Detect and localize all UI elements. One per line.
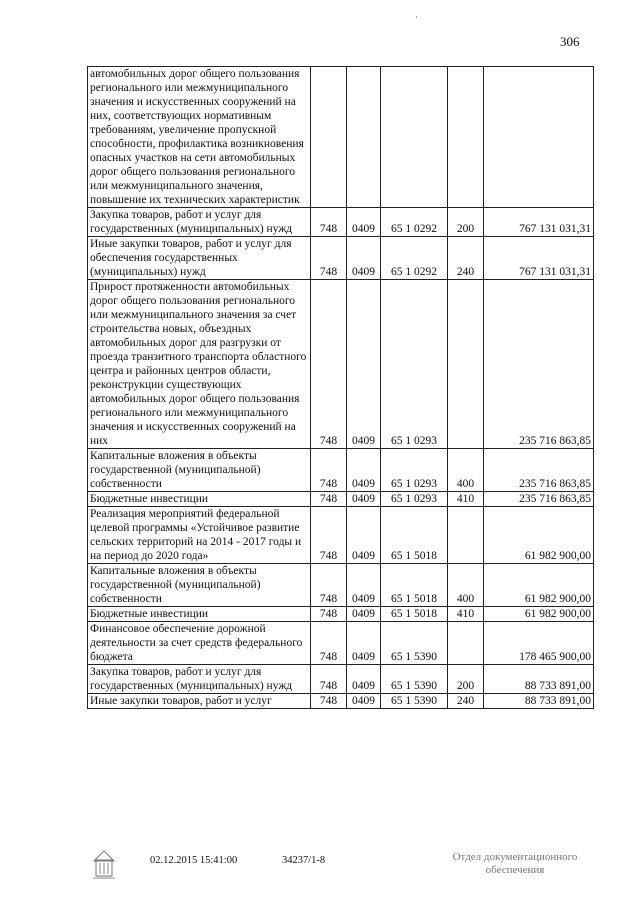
table-row [88, 208, 594, 237]
cell-csr: 65 1 0292 [381, 208, 448, 237]
cell-desc: Капитальные вложения в объекты государственной (муниципальной) собственности [88, 564, 311, 607]
table-row [88, 449, 594, 492]
cell-rzpr: 0409 [347, 449, 381, 492]
cell-ved: 748 [311, 665, 347, 694]
cell-sum [484, 67, 594, 208]
cell-csr: 65 1 5390 [381, 694, 448, 709]
cell-csr: 65 1 0292 [381, 237, 448, 280]
cell-desc: Бюджетные инвестиции [88, 492, 311, 507]
cell-csr: 65 1 0293 [381, 492, 448, 507]
cell-sum: 235 716 863,85 [484, 492, 594, 507]
cell-rzpr: 0409 [347, 208, 381, 237]
cell-rzpr: 0409 [347, 694, 381, 709]
table-row [88, 622, 594, 665]
footer-doc-id: 34237/1-8 [282, 855, 326, 866]
cell-rzpr: 0409 [347, 280, 381, 449]
table-row [88, 665, 594, 694]
cell-rzpr: 0409 [347, 622, 381, 665]
cell-csr: 65 1 5390 [381, 665, 448, 694]
cell-sum: 61 982 900,00 [484, 564, 594, 607]
cell-desc: Прирост протяженности автомобильных дорог общего пользования регионального или межмуниципального значения за счет строительства новых, объездных автомобильных дорог для разгрузки от проезда транзитного транспорта областного центра и районных центров области, реконструкции существующих автомобильных дорог общего пользования регионального или межмуниципального значения и искусственных сооружений на них [88, 280, 311, 449]
table-row [88, 492, 594, 507]
cell-desc: Иные закупки товаров, работ и услуг [88, 694, 311, 709]
cell-sum: 61 982 900,00 [484, 507, 594, 564]
cell-rzpr: 0409 [347, 492, 381, 507]
cell-csr: 65 1 0293 [381, 280, 448, 449]
cell-csr [381, 67, 448, 208]
cell-ved: 748 [311, 694, 347, 709]
cell-sum: 767 131 031,31 [484, 208, 594, 237]
cell-sum: 235 716 863,85 [484, 449, 594, 492]
table-row [88, 237, 594, 280]
cell-sum: 88 733 891,00 [484, 665, 594, 694]
cell-sum: 61 982 900,00 [484, 607, 594, 622]
budget-table [87, 66, 594, 709]
page-number: 306 [560, 34, 580, 49]
table-row [88, 507, 594, 564]
footer-timestamp: 02.12.2015 15:41:00 [150, 855, 238, 866]
cell-vr: 240 [448, 694, 484, 709]
table-row [88, 607, 594, 622]
cell-vr: 200 [448, 208, 484, 237]
cell-vr [448, 67, 484, 208]
cell-desc: Бюджетные инвестиции [88, 607, 311, 622]
cell-vr: 400 [448, 449, 484, 492]
cell-ved [311, 67, 347, 208]
table-row [88, 694, 594, 709]
cell-csr: 65 1 5390 [381, 622, 448, 665]
cell-rzpr: 0409 [347, 665, 381, 694]
cell-rzpr: 0409 [347, 607, 381, 622]
cell-vr: 400 [448, 564, 484, 607]
cell-csr: 65 1 5018 [381, 607, 448, 622]
cell-ved: 748 [311, 507, 347, 564]
cell-sum: 235 716 863,85 [484, 280, 594, 449]
cell-ved: 748 [311, 622, 347, 665]
cell-csr: 65 1 5018 [381, 564, 448, 607]
cell-ved: 748 [311, 237, 347, 280]
cell-csr: 65 1 0293 [381, 449, 448, 492]
cell-ved: 748 [311, 449, 347, 492]
table-row [88, 67, 594, 208]
cell-vr: 240 [448, 237, 484, 280]
cell-desc: Иные закупки товаров, работ и услуг для обеспечения государственных (муниципальных) нужд [88, 237, 311, 280]
cell-vr [448, 622, 484, 665]
cell-ved: 748 [311, 564, 347, 607]
department-stamp [440, 851, 590, 877]
cell-desc: Закупка товаров, работ и услуг для государственных (муниципальных) нужд [88, 665, 311, 694]
cell-vr [448, 280, 484, 449]
cell-rzpr: 0409 [347, 507, 381, 564]
cell-desc: Капитальные вложения в объекты государственной (муниципальной) собственности [88, 449, 311, 492]
cell-desc: Закупка товаров, работ и услуг для государственных (муниципальных) нужд [88, 208, 311, 237]
cell-ved: 748 [311, 607, 347, 622]
cell-vr: 410 [448, 607, 484, 622]
cell-rzpr: 0409 [347, 564, 381, 607]
cell-desc: автомобильных дорог общего пользования регионального или межмуниципального значения и искусственных сооружений на них, соответствующих нормативным требованиям, увеличение пропускной способности, профилактика возникновения опасных участков на сети автомобильных дорог общего пользования регионального или межмуниципального значения, повышение их технических характеристик [88, 67, 311, 208]
cell-sum: 178 465 900,00 [484, 622, 594, 665]
cell-vr: 200 [448, 665, 484, 694]
cell-vr: 410 [448, 492, 484, 507]
cell-ved: 748 [311, 280, 347, 449]
cell-ved: 748 [311, 208, 347, 237]
department-line-2: обеспечения [485, 864, 545, 876]
cell-rzpr: 0409 [347, 237, 381, 280]
cell-desc: Финансовое обеспечение дорожной деятельности за счет средств федерального бюджета [88, 622, 311, 665]
cell-sum: 88 733 891,00 [484, 694, 594, 709]
cell-vr [448, 507, 484, 564]
table-row [88, 564, 594, 607]
cell-desc: Реализация мероприятий федеральной целевой программы «Устойчивое развитие сельских территорий на 2014 - 2017 годы и на период до 2020 года» [88, 507, 311, 564]
emblem-stamp-icon [90, 848, 118, 880]
table-row [88, 280, 594, 449]
cell-csr: 65 1 5018 [381, 507, 448, 564]
cell-rzpr [347, 67, 381, 208]
department-line-1: Отдел документационного [452, 851, 578, 863]
scan-mark: · [415, 12, 418, 22]
cell-sum: 767 131 031,31 [484, 237, 594, 280]
cell-ved: 748 [311, 492, 347, 507]
